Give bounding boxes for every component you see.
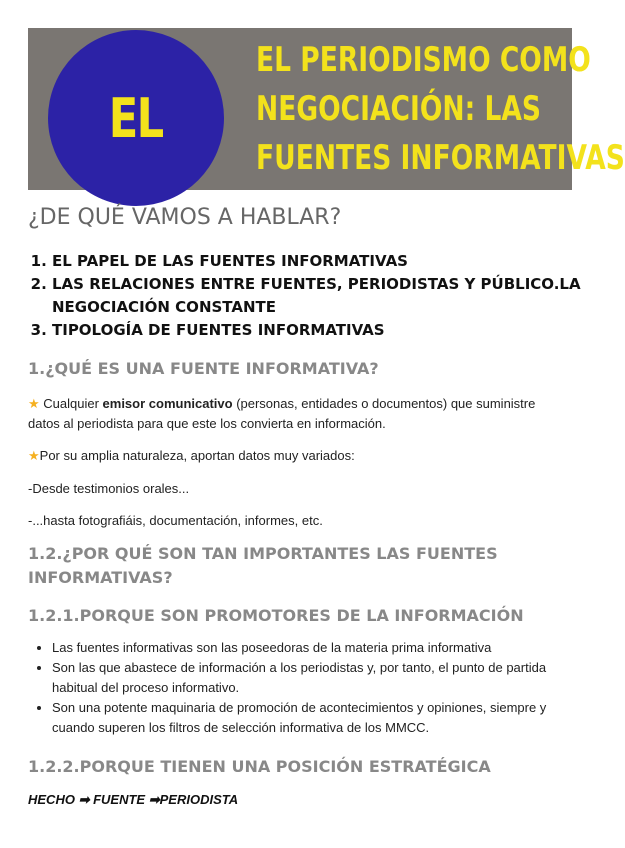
toc-item: 2. LAS RELACIONES ENTRE FUENTES, PERIODISTAS Y PÚBLICO.LA NEGOCIACIÓN CONSTANTE bbox=[52, 273, 602, 319]
list-item: • Son una potente maquinaria de promoción de acontecimientos y opiniones, siempre y cuando superen los filtros de selección informativa de los MMCC. bbox=[52, 698, 582, 738]
toc-item: 1. EL PAPEL DE LAS FUENTES INFORMATIVAS bbox=[52, 250, 602, 273]
section-1-title: 1.¿QUÉ ES UNA FUENTE INFORMATIVA? bbox=[28, 359, 379, 378]
flow-step: PERIODISTA bbox=[159, 792, 239, 807]
banner-title-line: NEGOCIACIÓN: LAS bbox=[256, 89, 541, 129]
bold-term: emisor comunicativo bbox=[102, 396, 233, 411]
bullet-list bbox=[28, 638, 582, 738]
banner-title-line: EL PERIODISMO COMO bbox=[256, 40, 591, 80]
toc-item: 3. TIPOLOGÍA DE FUENTES INFORMATIVAS bbox=[52, 319, 602, 342]
nature-paragraph: ★Por su amplia naturaleza, aportan datos muy variados: bbox=[28, 448, 355, 463]
page-heading: ¿DE QUÉ VAMOS A HABLAR? bbox=[28, 205, 342, 230]
table-of-contents bbox=[28, 250, 602, 342]
example-line: -Desde testimonios orales... bbox=[28, 481, 190, 496]
title-banner bbox=[28, 28, 625, 190]
star-icon: ★ bbox=[28, 448, 40, 463]
logo-circle bbox=[48, 30, 224, 206]
circle-text: EL bbox=[109, 86, 163, 150]
star-icon: ★ bbox=[28, 396, 40, 411]
section-1-2-2-title: 1.2.2.PORQUE TIENEN UNA POSICIÓN ESTRATÉGICA bbox=[28, 757, 491, 776]
section-1-2-title: 1.2.¿POR QUÉ SON TAN IMPORTANTES LAS FUENTES INFORMATIVAS? bbox=[28, 544, 498, 587]
flow-step: HECHO bbox=[28, 792, 75, 807]
definition-paragraph: ★ Cualquier emisor comunicativo (personas, entidades o documentos) que suministre datos al periodista para que este los convierta en información. bbox=[28, 396, 536, 431]
right-arrow-icon: ➡ bbox=[78, 792, 94, 807]
example-line: -...hasta fotografiáis, documentación, informes, etc. bbox=[28, 513, 323, 528]
banner-title-line: FUENTES INFORMATIVAS bbox=[256, 138, 625, 178]
list-item: • Las fuentes informativas son las poseedoras de la materia prima informativa bbox=[52, 638, 582, 658]
list-item: • Son las que abastece de información a los periodistas y, por tanto, el punto de partida habitual del proceso informativo. bbox=[52, 658, 582, 698]
right-arrow-icon: ➡ bbox=[148, 792, 160, 807]
flow-diagram bbox=[28, 792, 238, 808]
section-1-2-1-title: 1.2.1.PORQUE SON PROMOTORES DE LA INFORMACIÓN bbox=[28, 606, 524, 625]
banner-title bbox=[218, 36, 625, 183]
flow-step: FUENTE bbox=[93, 792, 146, 807]
